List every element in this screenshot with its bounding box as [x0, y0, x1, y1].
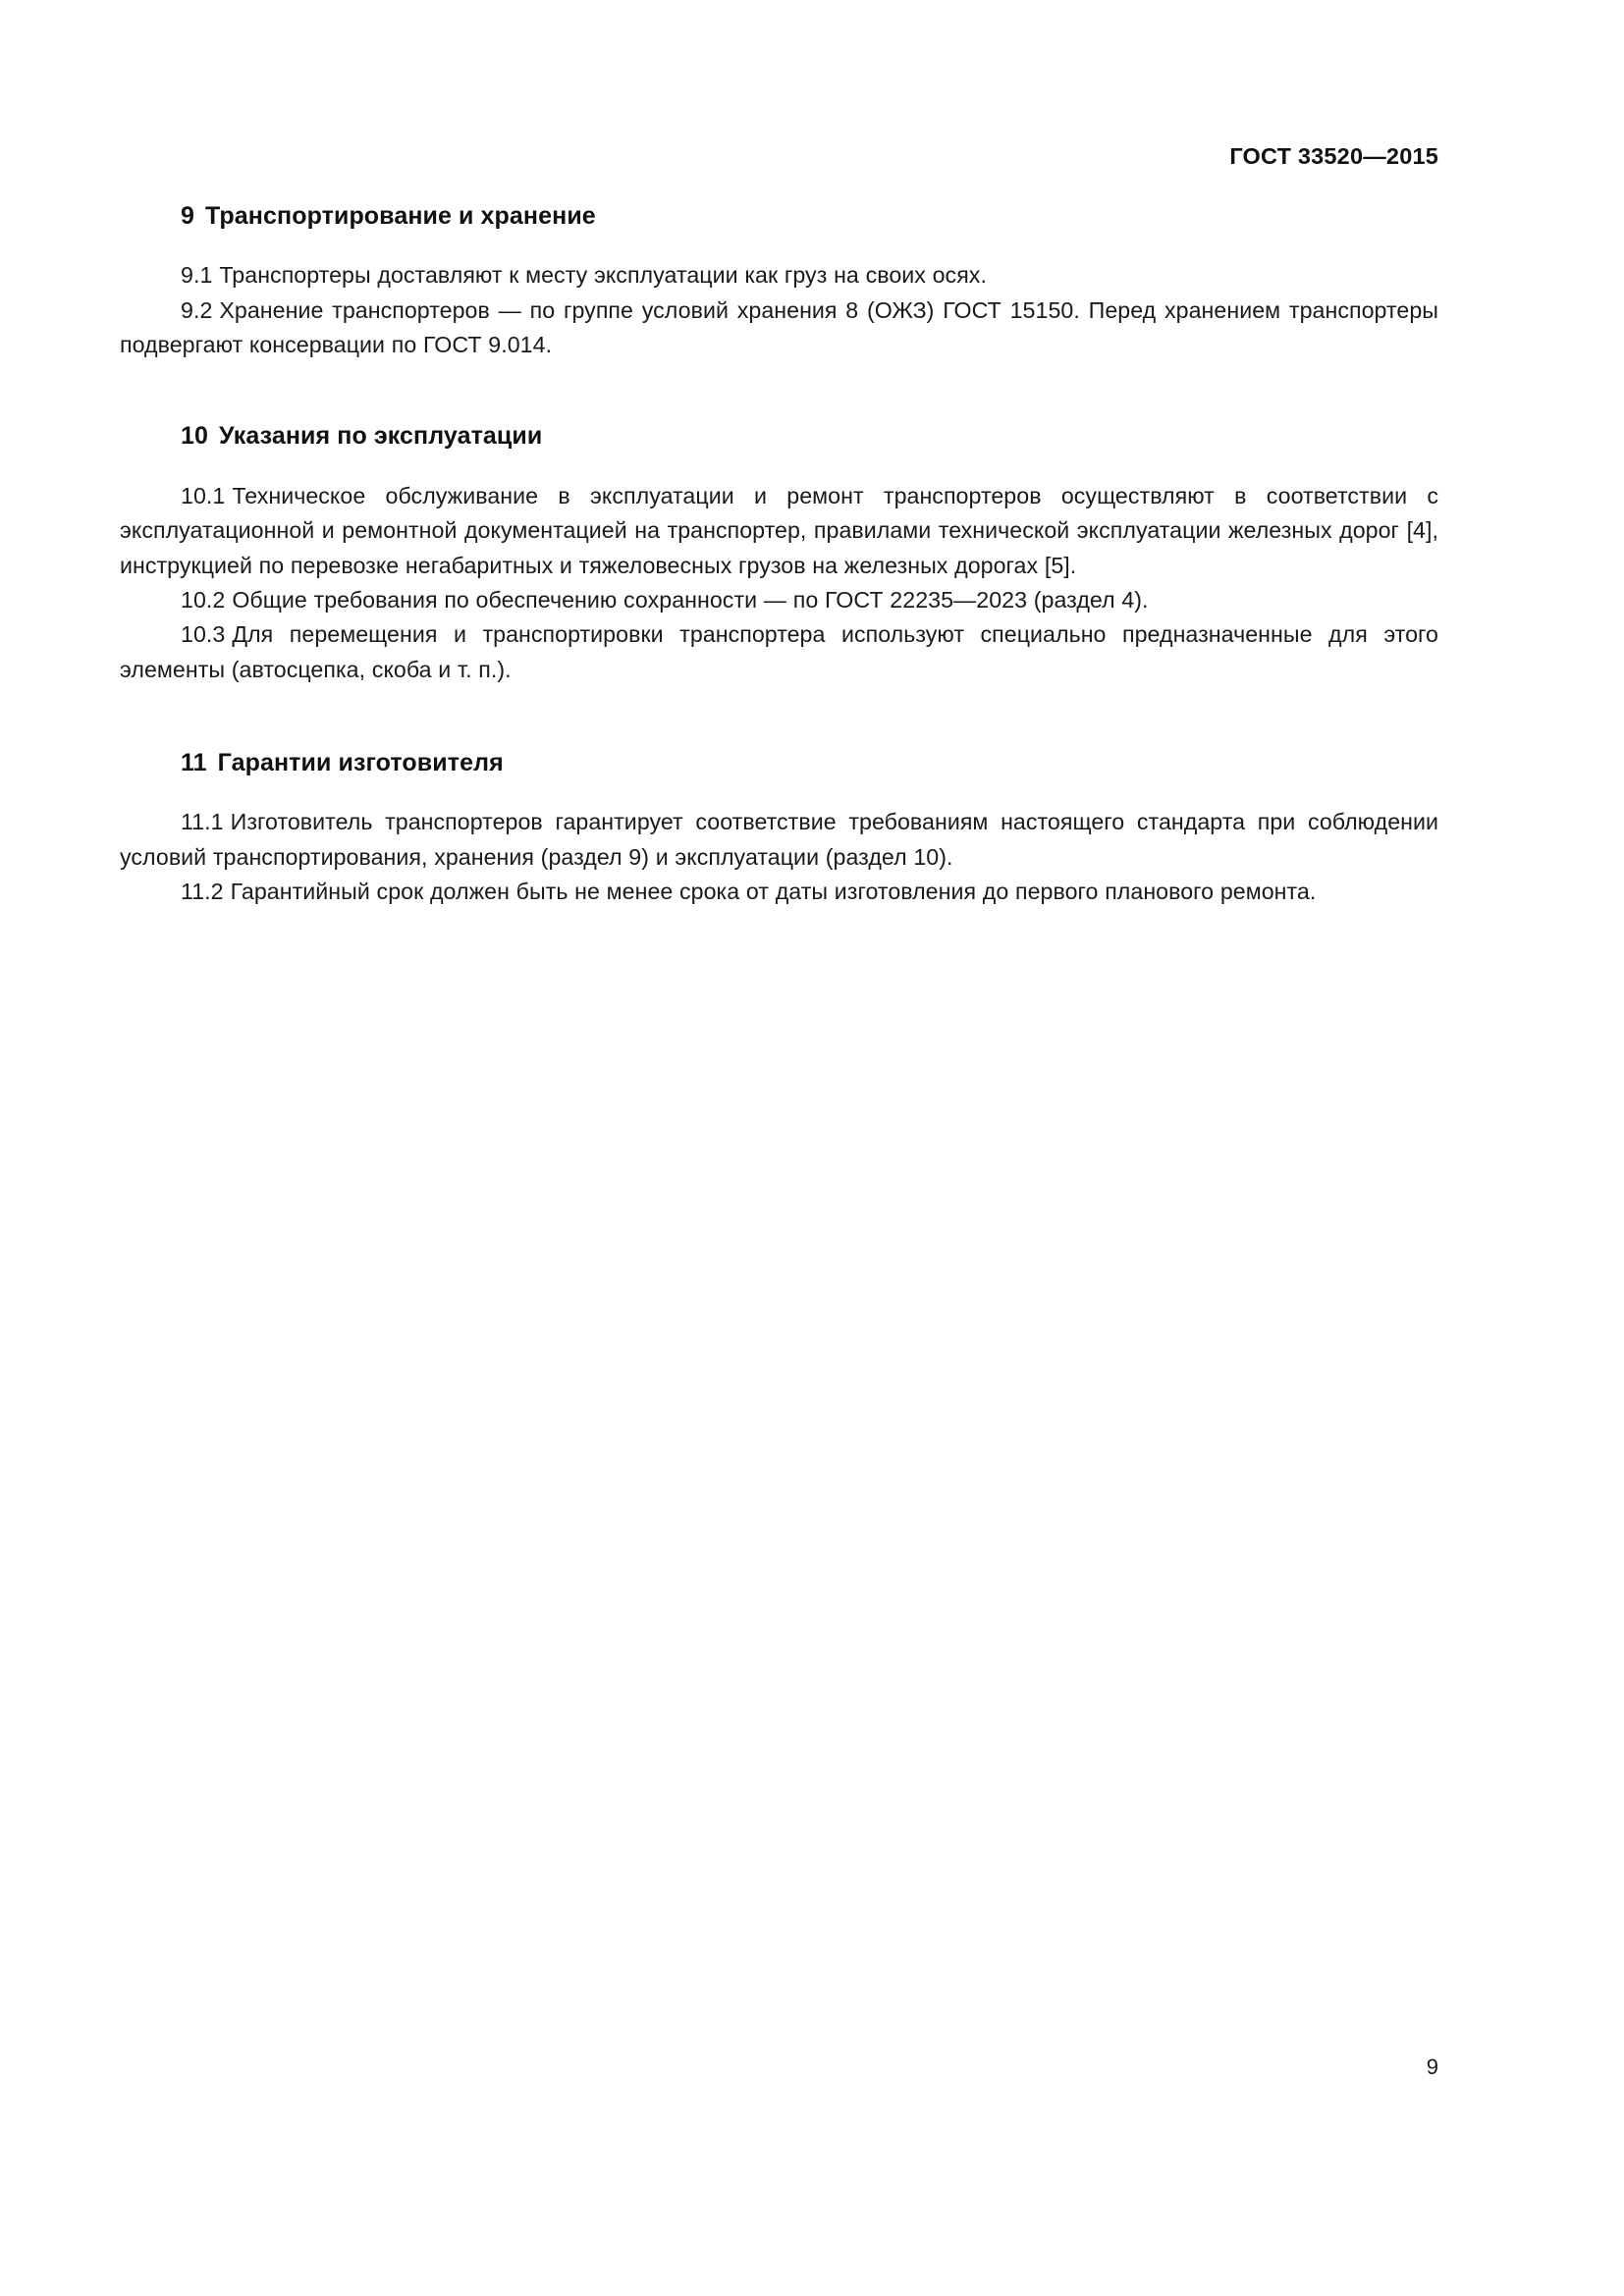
section-heading-11-number: 11: [181, 749, 207, 777]
paragraph-11-2: [120, 875, 1438, 909]
spacer-before-heading-10: [120, 362, 1438, 421]
paragraph-9-1: [120, 258, 1438, 293]
section-heading-9-number: 9: [181, 202, 195, 230]
paragraph-9-2-text: Хранение транспортеров — по группе условий хранения 8 (ОЖЗ) ГОСТ 15150. Перед хранением транспортеры подвергают консервации по ГОСТ 9.014.: [120, 296, 1438, 358]
page-number-folio: 9: [1426, 2055, 1438, 2079]
page-body-column: [120, 201, 1438, 910]
section-heading-9-title: Транспортирование и хранение: [205, 202, 596, 230]
paragraph-11-2-number: 11.2: [181, 879, 224, 905]
paragraph-10-1-number: 10.1: [181, 482, 226, 508]
paragraph-10-2-text: Общие требования по обеспечению сохранности — по ГОСТ 22235—2023 (раздел 4).: [232, 586, 1149, 613]
paragraph-11-1-number: 11.1: [181, 809, 224, 835]
section-heading-9: [120, 201, 1438, 232]
paragraph-11-1-text: Изготовитель транспортеров гарантирует соответствие требованиям настоящего стандарта при соблюдении условий транспортирования, хранения (раздел 9) и эксплуатации (раздел 10).: [120, 809, 1438, 870]
paragraph-9-2: [120, 294, 1438, 363]
spacer-after-heading-11: [120, 778, 1438, 805]
paragraph-10-3: [120, 617, 1438, 687]
paragraph-10-2-number: 10.2: [181, 586, 226, 613]
running-header-standard-number: ГОСТ 33520—2015: [1229, 143, 1438, 169]
paragraph-9-1-text: Транспортеры доставляют к месту эксплуатации как груз на своих осях.: [219, 262, 987, 289]
section-heading-10: [120, 421, 1438, 452]
section-heading-11-title: Гарантии изготовителя: [217, 749, 504, 777]
spacer-before-heading-11: [120, 687, 1438, 748]
paragraph-10-1-text: Техническое обслуживание в эксплуатации и ремонт транспортеров осуществляют в соответствии с эксплуатационной и ремонтной документацией на транспортер, правилами технической эксплуатации железных дорог [4], инструкцией по перевозке негабаритных и тяжеловесных грузов на железных дорогах [5].: [120, 482, 1438, 578]
paragraph-10-3-number: 10.3: [181, 621, 226, 648]
paragraph-11-1: [120, 805, 1438, 875]
paragraph-9-1-number: 9.1: [181, 262, 213, 289]
paragraph-9-2-number: 9.2: [181, 296, 213, 323]
section-heading-10-title: Указания по эксплуатации: [219, 422, 543, 451]
paragraph-10-3-text: Для перемещения и транспортировки транспортера используют специально предназначенные для этого элементы (автосцепка, скоба и т. п.).: [120, 621, 1438, 682]
section-heading-11: [120, 748, 1438, 778]
section-heading-10-number: 10: [181, 422, 209, 451]
paragraph-10-1: [120, 479, 1438, 583]
spacer-after-heading-10: [120, 453, 1438, 479]
paragraph-10-2: [120, 583, 1438, 617]
spacer-after-heading-9: [120, 232, 1438, 258]
paragraph-11-2-text: Гарантийный срок должен быть не менее срока от даты изготовления до первого планового ремонта.: [230, 879, 1317, 905]
